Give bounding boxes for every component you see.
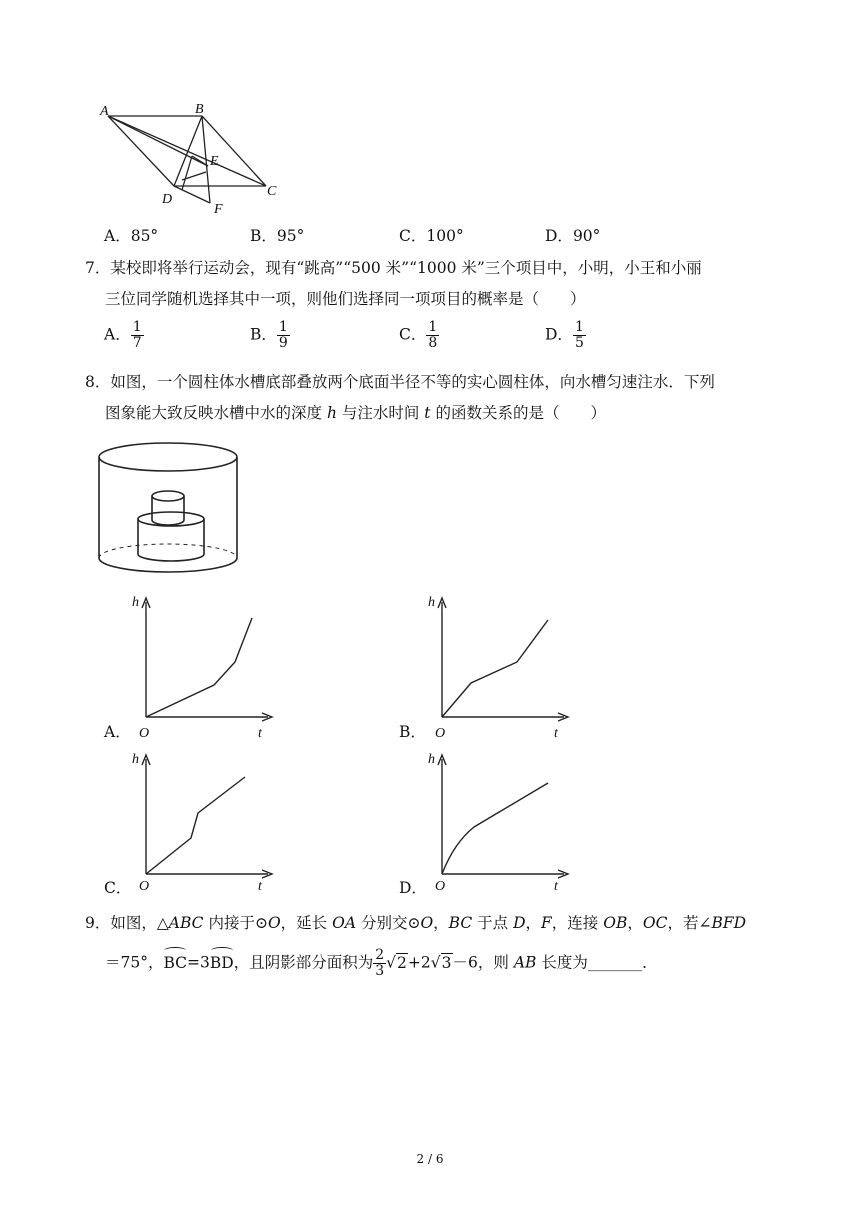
q6-option-a[interactable]: A．85° xyxy=(104,227,159,245)
q6-option-c[interactable]: C．100° xyxy=(399,227,464,245)
graph-c xyxy=(128,745,278,897)
q7-option-a[interactable]: A． $\frac{1}{7}$ xyxy=(104,319,142,351)
svg-text:h: h xyxy=(428,595,435,610)
label-F: F xyxy=(214,202,223,215)
q8-cylinder-figure xyxy=(96,440,242,580)
svg-text:h: h xyxy=(132,752,139,767)
q8-option-b[interactable]: B． xyxy=(399,723,426,741)
arc-bc: BC xyxy=(163,950,187,976)
svg-text:O: O xyxy=(139,879,150,894)
q9-line1: 9．如图，△ABC 内接于⊙O，延长 OA 分别交⊙O，BC 于点 D，F，连接 OB，OC，若∠BFD xyxy=(85,914,747,932)
svg-text:O: O xyxy=(435,726,446,741)
q7-line1: 7．某校即将举行运动会，现有“跳高”“500 米”“1000 米”三个项目中，小明，小王和小丽 xyxy=(85,259,702,277)
svg-text:t: t xyxy=(258,726,262,741)
q7-line2: 三位同学随机选择其中一项，则他们选择同一项项目的概率是（ ） xyxy=(105,290,586,308)
q8-option-d[interactable]: D． xyxy=(399,879,427,897)
label-A: A xyxy=(100,104,109,119)
q8-line1: 8．如图，一个圆柱体水槽底部叠放两个底面半径不等的实心圆柱体，向水槽匀速注水．下列 xyxy=(85,373,715,391)
q9-line2: ＝75°，BC=3BD，且阴影部分面积为 $\frac{2}{3}$ √2+2√3－6，则 AB 长度为_______． xyxy=(105,947,658,979)
q8-line2: 图象能大致反映水槽中水的深度 h 与注水时间 t 的函数关系的是（ ） xyxy=(105,404,606,422)
q6-option-b[interactable]: B．95° xyxy=(250,227,305,245)
q8-option-c[interactable]: C． xyxy=(104,879,132,897)
label-C: C xyxy=(267,184,277,199)
page-number: 2 / 6 xyxy=(416,1152,444,1166)
svg-text:t: t xyxy=(258,879,262,894)
q7-option-b[interactable]: B． $\frac{1}{9}$ xyxy=(250,319,288,351)
svg-text:h: h xyxy=(132,595,139,610)
graph-a xyxy=(128,590,278,742)
label-B: B xyxy=(195,102,204,117)
graph-d xyxy=(424,745,574,897)
label-D: D xyxy=(162,192,173,207)
graph-b xyxy=(424,590,574,742)
svg-text:O: O xyxy=(139,726,150,741)
q7-option-c[interactable]: C． $\frac{1}{8}$ xyxy=(399,319,438,351)
label-E: E xyxy=(210,154,219,169)
area-fraction: $\frac{2}{3}$ xyxy=(375,947,385,979)
svg-text:O: O xyxy=(435,879,446,894)
answer-blank[interactable]: _______ xyxy=(587,953,643,972)
svg-text:t: t xyxy=(554,879,558,894)
q6-figure xyxy=(96,100,286,215)
svg-text:h: h xyxy=(428,752,435,767)
q6-option-d[interactable]: D．90° xyxy=(545,227,601,245)
arc-bd: BD xyxy=(210,950,234,976)
svg-text:t: t xyxy=(554,726,558,741)
q8-option-a[interactable]: A． xyxy=(104,723,131,741)
q7-option-d[interactable]: D． $\frac{1}{5}$ xyxy=(545,319,584,351)
